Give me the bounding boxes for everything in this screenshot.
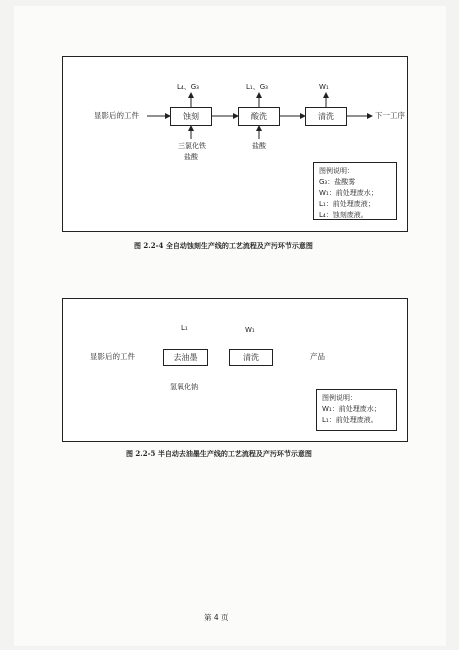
d1-legend-title: 图例说明： [319, 167, 354, 175]
d2-output-label: 产品 [310, 352, 325, 361]
d1-reagent-fecl3: 三氯化铁 [178, 142, 206, 150]
d2-legend [316, 389, 397, 431]
d1-reagent-hcl-2: 盐酸 [252, 142, 266, 150]
d1-input-label: 显影后的工件 [94, 111, 139, 120]
d1-step-rinsing: 清洗 [305, 107, 347, 126]
d1-legend-item: L₁：前处理废液； [319, 200, 375, 208]
page-number: 第 4 页 [204, 613, 229, 622]
d2-emission-2: W₁ [245, 326, 255, 334]
d1-output-label: 下一工序 [375, 111, 405, 120]
d1-reagent-hcl-1: 盐酸 [184, 153, 198, 161]
d2-legend-title: 图例说明： [322, 394, 357, 402]
d1-legend-item: L₄：蚀刻废液。 [319, 211, 368, 219]
d1-legend-item: G₃：盐酸雾 [319, 178, 356, 186]
d1-caption: 图 2.2-4 全自动蚀刻生产线的工艺流程及产污环节示意图 [134, 241, 313, 250]
d2-legend-item: W₁：前处理废水； [322, 405, 381, 413]
d1-step-etching: 蚀刻 [170, 107, 212, 126]
d1-emission-3: W₁ [319, 83, 329, 91]
d1-legend [313, 162, 397, 220]
d2-legend-item: L₁：前处理废液。 [322, 416, 378, 424]
d1-legend-item: W₁：前处理废水； [319, 189, 378, 197]
d2-caption: 图 2.2-5 半自动去油墨生产线的工艺流程及产污环节示意图 [126, 449, 312, 458]
d2-input-label: 显影后的工件 [90, 352, 135, 361]
d1-emission-1: L₄、G₃ [177, 83, 199, 91]
document-sheet [14, 6, 446, 646]
d2-step-deink: 去油墨 [163, 349, 208, 366]
d1-step-pickling: 酸洗 [238, 107, 280, 126]
d2-step-rinsing: 清洗 [229, 349, 273, 366]
d1-emission-2: L₁、G₃ [246, 83, 268, 91]
d2-emission-1: L₁ [181, 324, 188, 332]
d2-reagent-naoh: 氢氧化钠 [170, 383, 198, 391]
